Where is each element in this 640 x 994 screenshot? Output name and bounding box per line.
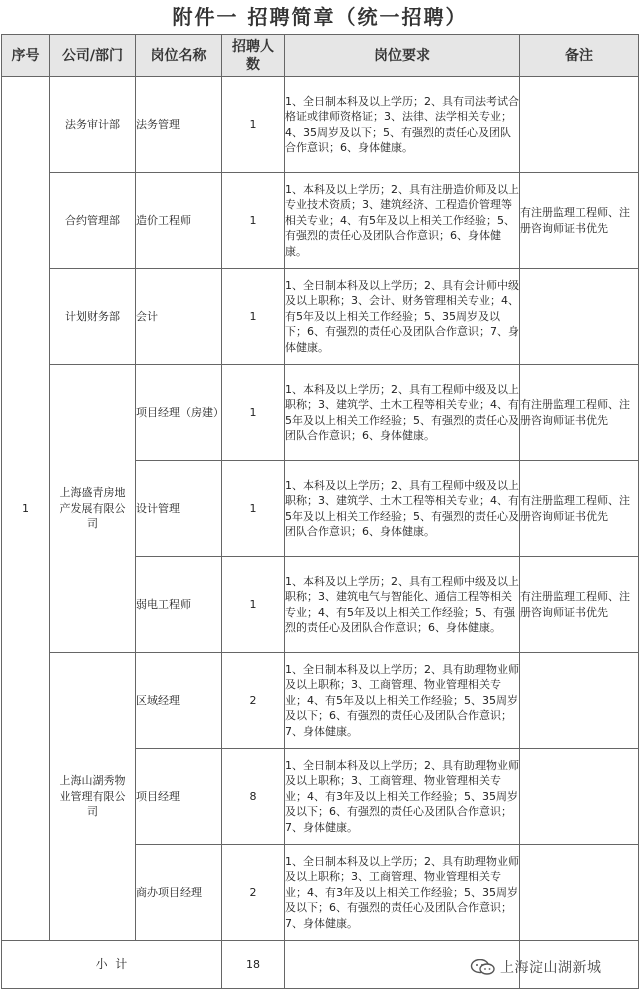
remarks-cell: 有注册监理工程师、注册咨询师证书优先 bbox=[520, 461, 639, 557]
header-position: 岗位名称 bbox=[136, 35, 222, 77]
watermark bbox=[470, 957, 602, 977]
subtotal-count: 18 bbox=[222, 941, 285, 989]
seq-cell: 1 bbox=[2, 77, 50, 941]
position-cell: 项目经理 bbox=[136, 749, 222, 845]
position-cell: 弱电工程师 bbox=[136, 557, 222, 653]
requirements-cell: 1、全日制本科及以上学历；2、具有助理物业师及以上职称；3、工商管理、物业管理相关专业；4、有5年及以上相关工作经验；5、35周岁及以下；6、有强烈的责任心及团队合作意识；7、身体健康。 bbox=[285, 653, 520, 749]
requirements-cell: 1、本科及以上学历；2、具有工程师中级及以上职称；3、建筑学、土木工程等相关专业；4、有5年及以上相关工作经验；5、有强烈的责任心及团队合作意识；6、身体健康。 bbox=[285, 365, 520, 461]
requirements-cell: 1、全日制本科及以上学历；2、具有助理物业师及以上职称；3、工商管理、物业管理相关专业；4、有3年及以上相关工作经验；5、35周岁及以下；6、有强烈的责任心及团队合作意识；7、身体健康。 bbox=[285, 749, 520, 845]
table-row bbox=[2, 653, 639, 749]
position-cell: 法务管理 bbox=[136, 77, 222, 173]
count-cell: 1 bbox=[222, 269, 285, 365]
wechat-icon bbox=[470, 959, 496, 975]
requirements-cell: 1、本科及以上学历；2、具有工程师中级及以上职称；3、建筑学、土木工程等相关专业；4、有5年及以上相关工作经验；5、有强烈的责任心及团队合作意识；6、身体健康。 bbox=[285, 461, 520, 557]
company-cell: 上海山湖秀物业管理有限公司 bbox=[50, 653, 136, 941]
table-header-row bbox=[2, 35, 639, 77]
remarks-cell: 有注册监理工程师、注册咨询师证书优先 bbox=[520, 365, 639, 461]
table-row bbox=[2, 173, 639, 269]
position-cell: 造价工程师 bbox=[136, 173, 222, 269]
requirements-cell: 1、本科及以上学历；2、具有注册造价师及以上专业技术资质；3、建筑经济、工程造价管理等相关专业；4、有5年及以上相关工作经验；5、有强烈的责任心及团队合作意识；6、身体健康。 bbox=[285, 173, 520, 269]
table-row bbox=[2, 365, 639, 461]
position-cell: 商办项目经理 bbox=[136, 845, 222, 941]
count-cell: 1 bbox=[222, 461, 285, 557]
remarks-cell bbox=[520, 845, 639, 941]
header-remarks: 备注 bbox=[520, 35, 639, 77]
table-row bbox=[2, 77, 639, 173]
position-cell: 设计管理 bbox=[136, 461, 222, 557]
requirements-cell: 1、全日制本科及以上学历；2、具有会计师中级及以上职称；3、会计、财务管理相关专业；4、有5年及以上相关工作经验；5、35周岁及以下；6、有强烈的责任心及团队合作意识；7、身体健康。 bbox=[285, 269, 520, 365]
company-cell: 上海盛青房地产发展有限公司 bbox=[50, 365, 136, 653]
recruitment-table bbox=[1, 34, 639, 989]
company-cell: 合约管理部 bbox=[50, 173, 136, 269]
page-title: 附件一 招聘简章（统一招聘） bbox=[172, 5, 468, 29]
count-cell: 2 bbox=[222, 845, 285, 941]
watermark-text: 上海淀山湖新城 bbox=[500, 960, 602, 976]
header-count: 招聘人数 bbox=[222, 35, 285, 77]
company-cell: 法务审计部 bbox=[50, 77, 136, 173]
header-seq: 序号 bbox=[2, 35, 50, 77]
remarks-cell bbox=[520, 653, 639, 749]
header-requirements: 岗位要求 bbox=[285, 35, 520, 77]
count-cell: 1 bbox=[222, 557, 285, 653]
count-cell: 1 bbox=[222, 173, 285, 269]
remarks-cell: 有注册监理工程师、注册咨询师证书优先 bbox=[520, 557, 639, 653]
position-cell: 区域经理 bbox=[136, 653, 222, 749]
count-cell: 1 bbox=[222, 77, 285, 173]
remarks-cell bbox=[520, 749, 639, 845]
remarks-cell: 有注册监理工程师、注册咨询师证书优先 bbox=[520, 173, 639, 269]
position-cell: 项目经理（房建） bbox=[136, 365, 222, 461]
count-cell: 8 bbox=[222, 749, 285, 845]
remarks-cell bbox=[520, 77, 639, 173]
company-cell: 计划财务部 bbox=[50, 269, 136, 365]
subtotal-label: 小 计 bbox=[2, 941, 222, 989]
count-cell: 2 bbox=[222, 653, 285, 749]
requirements-cell: 1、全日制本科及以上学历；2、具有司法考试合格证或律师资格证；3、法律、法学相关专业；4、35周岁及以下；5、有强烈的责任心及团队合作意识；6、身体健康。 bbox=[285, 77, 520, 173]
position-cell: 会计 bbox=[136, 269, 222, 365]
count-cell: 1 bbox=[222, 365, 285, 461]
requirements-cell: 1、全日制本科及以上学历；2、具有助理物业师及以上职称；3、工商管理、物业管理相关专业；4、有3年及以上相关工作经验；5、35周岁及以下；6、有强烈的责任心及团队合作意识；7、身体健康。 bbox=[285, 845, 520, 941]
remarks-cell bbox=[520, 269, 639, 365]
requirements-cell: 1、本科及以上学历；2、具有工程师中级及以上职称；3、建筑电气与智能化、通信工程等相关专业；4、有5年及以上相关工作经验；5、有强烈的责任心及团队合作意识；6、身体健康。 bbox=[285, 557, 520, 653]
header-company: 公司/部门 bbox=[50, 35, 136, 77]
table-row bbox=[2, 269, 639, 365]
